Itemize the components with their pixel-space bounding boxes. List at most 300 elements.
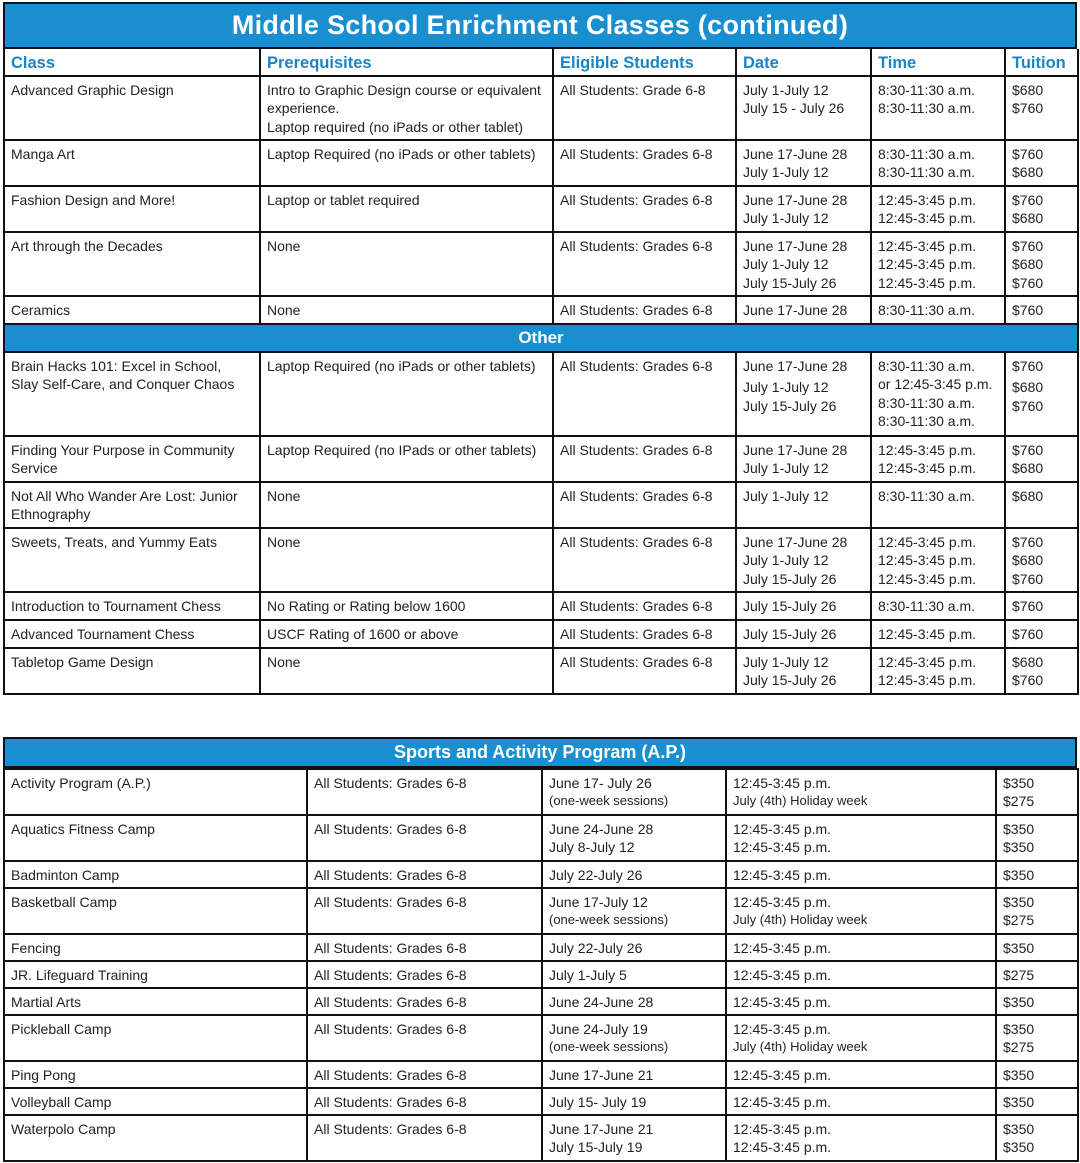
class-name-line: Tabletop Game Design — [11, 654, 154, 670]
eligible-students: All Students: Grades 6-8 — [307, 1061, 542, 1088]
tuition-line: $680 — [1012, 654, 1044, 670]
eligible-students: All Students: Grades 6-8 — [553, 620, 736, 648]
dates — [736, 648, 871, 694]
program-name: Aquatics Fitness Camp — [4, 815, 307, 861]
times-line: 12:45-3:45 p.m. — [878, 192, 977, 208]
dates — [542, 815, 726, 861]
class-row — [4, 352, 1078, 436]
header-class: Class — [4, 49, 260, 76]
tuition — [1005, 648, 1078, 694]
times — [871, 352, 1005, 436]
dates-line: July 15-July 26 — [743, 397, 837, 414]
dates-line: July 1-July 12 — [743, 379, 829, 396]
dates-line: June 17-June 28 — [743, 146, 848, 162]
sports-row — [4, 815, 1078, 861]
prerequisites — [260, 232, 553, 296]
dates-line: July 1-July 12 — [743, 552, 829, 569]
header-date: Date — [736, 49, 871, 76]
dates — [542, 1015, 726, 1061]
dates-line: June 17-June 28 — [743, 442, 848, 458]
tuition — [996, 1088, 1078, 1115]
program-name: Fencing — [4, 934, 307, 961]
tuition — [996, 934, 1078, 961]
tuition-line: $760 — [1012, 274, 1044, 291]
dates — [542, 1115, 726, 1161]
dates-line: (one-week sessions) — [549, 912, 669, 928]
sports-row — [4, 988, 1078, 1015]
eligible-students: All Students: Grades 6-8 — [307, 1015, 542, 1061]
prerequisites — [260, 140, 553, 186]
class-row — [4, 76, 1078, 140]
prerequisites-line: experience. — [267, 100, 340, 117]
tuition — [996, 961, 1078, 988]
prerequisites-line: No Rating or Rating below 1600 — [267, 598, 466, 614]
prerequisites-line: Laptop Required (no IPads or other tablets) — [267, 442, 537, 458]
tuition-line: $350 — [1003, 940, 1035, 956]
header-prerequisites: Prerequisites — [260, 49, 553, 76]
enrichment-title: Middle School Enrichment Classes (continued) — [3, 2, 1077, 49]
class-row — [4, 436, 1078, 482]
class-name — [4, 352, 260, 436]
class-name-line: Finding Your Purpose in Community — [11, 442, 235, 458]
sports-row — [4, 888, 1078, 934]
eligible-students: All Students: Grades 6-8 — [307, 888, 542, 934]
tuition-line: $760 — [1012, 358, 1044, 374]
tuition-line: $350 — [1003, 894, 1035, 910]
tuition-line: $350 — [1003, 994, 1035, 1010]
class-name-line: Introduction to Tournament Chess — [11, 598, 221, 614]
times-line: 12:45-3:45 p.m. — [733, 1139, 832, 1156]
times — [726, 1015, 996, 1061]
tuition-line: $680 — [1012, 164, 1044, 181]
eligible-students: All Students: Grades 6-8 — [553, 296, 736, 324]
tuition-line: $680 — [1012, 460, 1044, 477]
tuition-line: $275 — [1003, 1039, 1035, 1056]
dates-line: July 1-July 12 — [743, 256, 829, 273]
times-line: 12:45-3:45 p.m. — [878, 210, 977, 227]
tuition — [1005, 140, 1078, 186]
tuition-line: $350 — [1003, 1121, 1035, 1137]
tuition — [1005, 352, 1078, 436]
enrichment-table — [3, 49, 1079, 695]
eligible-students: All Students: Grades 6-8 — [307, 934, 542, 961]
dates-line: June 17-June 21 — [549, 1067, 654, 1083]
class-name — [4, 648, 260, 694]
tuition-line: $760 — [1012, 626, 1044, 642]
sports-table — [3, 768, 1079, 1162]
dates-line: July 15-July 19 — [549, 1139, 643, 1156]
dates-line: July 1-July 12 — [743, 488, 829, 504]
dates-line: June 17-July 12 — [549, 894, 648, 910]
dates — [736, 76, 871, 140]
times — [871, 620, 1005, 648]
program-name: Pickleball Camp — [4, 1015, 307, 1061]
dates — [542, 1061, 726, 1088]
sports-row — [4, 1088, 1078, 1115]
times-line: 12:45-3:45 p.m. — [878, 274, 977, 291]
tuition — [996, 769, 1078, 815]
tuition-line: $275 — [1003, 793, 1035, 810]
class-name: Advanced Graphic Design — [4, 76, 260, 140]
other-section-label: Other — [4, 324, 1078, 352]
tuition-line: $350 — [1003, 867, 1035, 883]
tuition-line: $350 — [1003, 1021, 1035, 1037]
tuition — [1005, 482, 1078, 528]
times-line: 8:30-11:30 a.m. — [878, 164, 976, 181]
eligible-students: All Students: Grades 6-8 — [307, 988, 542, 1015]
times-line: 12:45-3:45 p.m. — [878, 534, 977, 550]
enrichment-header-row — [4, 49, 1078, 76]
eligible-students: All Students: Grades 6-8 — [553, 232, 736, 296]
dates-line: July 15 - July 26 — [743, 100, 845, 117]
dates — [542, 769, 726, 815]
dates — [736, 232, 871, 296]
tuition-line: $760 — [1012, 570, 1044, 587]
eligible-students: All Students: Grades 6-8 — [307, 1115, 542, 1161]
eligible-students: All Students: Grades 6-8 — [553, 482, 736, 528]
times-line: 12:45-3:45 p.m. — [878, 256, 977, 273]
tuition — [996, 1115, 1078, 1161]
prerequisites-line: None — [267, 302, 301, 318]
dates — [542, 988, 726, 1015]
times-line: 12:45-3:45 p.m. — [733, 1094, 832, 1110]
times-line: July (4th) Holiday week — [733, 793, 868, 809]
class-row — [4, 620, 1078, 648]
sports-row — [4, 1061, 1078, 1088]
prerequisites — [260, 76, 553, 140]
eligible-students: All Students: Grades 6-8 — [553, 648, 736, 694]
sports-row — [4, 861, 1078, 888]
times-line: 12:45-3:45 p.m. — [878, 570, 977, 587]
class-name-line: Service — [11, 460, 58, 477]
tuition-line: $350 — [1003, 1139, 1035, 1156]
dates-line: July 1-July 5 — [549, 967, 627, 983]
times — [726, 988, 996, 1015]
tuition-line: $760 — [1012, 534, 1044, 550]
dates-line: July 1-July 12 — [743, 82, 829, 98]
times-line: 8:30-11:30 a.m. — [878, 302, 976, 318]
sports-row — [4, 1015, 1078, 1061]
tuition-line: $680 — [1012, 379, 1044, 396]
times-line: 12:45-3:45 p.m. — [878, 442, 977, 458]
times-line: 12:45-3:45 p.m. — [733, 775, 832, 791]
tuition-line: $350 — [1003, 821, 1035, 837]
tuition-line: $680 — [1012, 256, 1044, 273]
eligible-students: All Students: Grades 6-8 — [553, 436, 736, 482]
header-tuition: Tuition — [1005, 49, 1078, 76]
eligible-students: All Students: Grades 6-8 — [307, 769, 542, 815]
class-name-line: Sweets, Treats, and Yummy Eats — [11, 534, 217, 550]
tuition — [996, 861, 1078, 888]
dates-line: July 15-July 26 — [743, 274, 837, 291]
eligible-students: All Students: Grades 6-8 — [307, 861, 542, 888]
dates-line: June 24-June 28 — [549, 821, 654, 837]
times — [726, 1088, 996, 1115]
times — [871, 592, 1005, 620]
tuition — [996, 815, 1078, 861]
dates-line: June 17-June 28 — [743, 534, 848, 550]
prerequisites — [260, 482, 553, 528]
times — [871, 140, 1005, 186]
times-line: 12:45-3:45 p.m. — [878, 626, 977, 642]
dates-line: June 17-June 28 — [743, 238, 848, 254]
dates — [542, 861, 726, 888]
dates-line: July 15-July 26 — [743, 570, 837, 587]
tuition-line: $275 — [1003, 967, 1035, 983]
tuition — [996, 1015, 1078, 1061]
sports-title: Sports and Activity Program (A.P.) — [3, 737, 1077, 768]
tuition-line: $680 — [1012, 210, 1044, 227]
dates-line: July 15-July 26 — [743, 672, 837, 689]
times-line: July (4th) Holiday week — [733, 1039, 868, 1055]
tuition-line: $350 — [1003, 839, 1035, 856]
prerequisites — [260, 186, 553, 232]
prerequisites-line: Laptop required (no iPads or other tablet) — [267, 118, 524, 135]
prerequisites — [260, 592, 553, 620]
prerequisites-line: Laptop Required (no iPads or other tablets) — [267, 146, 536, 162]
times — [726, 815, 996, 861]
eligible-students: All Students: Grades 6-8 — [553, 352, 736, 436]
tuition-line: $680 — [1012, 552, 1044, 569]
times-line: 8:30-11:30 a.m. — [878, 488, 976, 504]
dates — [736, 140, 871, 186]
dates — [736, 620, 871, 648]
prerequisites — [260, 352, 553, 436]
dates-line: June 24-July 19 — [549, 1021, 648, 1037]
dates — [542, 888, 726, 934]
dates-line: June 17-June 28 — [743, 358, 848, 374]
class-row — [4, 528, 1078, 592]
dates — [542, 934, 726, 961]
prerequisites — [260, 528, 553, 592]
dates-line: July 15-July 26 — [743, 598, 837, 614]
class-name: Manga Art — [4, 140, 260, 186]
times-line: 12:45-3:45 p.m. — [733, 940, 832, 956]
dates — [736, 436, 871, 482]
class-name-line: Brain Hacks 101: Excel in School, — [11, 358, 222, 374]
enrichment-classes-section — [3, 2, 1077, 695]
times — [726, 1115, 996, 1161]
tuition-line: $680 — [1012, 488, 1044, 504]
prerequisites — [260, 620, 553, 648]
times — [726, 934, 996, 961]
tuition — [996, 988, 1078, 1015]
eligible-students: All Students: Grades 6-8 — [307, 1088, 542, 1115]
times-line: 12:45-3:45 p.m. — [878, 672, 977, 689]
dates-line: July 15- July 19 — [549, 1094, 647, 1110]
times — [871, 232, 1005, 296]
prerequisites-line: None — [267, 534, 301, 550]
eligible-students: All Students: Grades 6-8 — [307, 961, 542, 988]
prerequisites-line: None — [267, 238, 301, 254]
tuition — [1005, 592, 1078, 620]
tuition-line: $350 — [1003, 775, 1035, 791]
dates-line: June 24-June 28 — [549, 994, 654, 1010]
prerequisites-line: Laptop Required (no iPads or other tablets) — [267, 358, 536, 374]
times-line: 12:45-3:45 p.m. — [878, 552, 977, 569]
dates-line: July 1-July 12 — [743, 210, 829, 227]
dates-line: June 17-June 21 — [549, 1121, 654, 1137]
header-time: Time — [871, 49, 1005, 76]
times-line: 12:45-3:45 p.m. — [878, 460, 977, 477]
tuition-line: $275 — [1003, 912, 1035, 929]
tuition-line: $760 — [1012, 192, 1044, 208]
dates — [736, 352, 871, 436]
times-line: 12:45-3:45 p.m. — [733, 839, 832, 856]
class-name — [4, 482, 260, 528]
times-line: 12:45-3:45 p.m. — [878, 238, 977, 254]
tuition-line: $760 — [1012, 100, 1044, 117]
times-line: 8:30-11:30 a.m. — [878, 394, 976, 411]
times-line: 8:30-11:30 a.m. — [878, 413, 976, 430]
sports-row — [4, 1115, 1078, 1161]
eligible-students: All Students: Grades 6-8 — [553, 528, 736, 592]
tuition — [996, 888, 1078, 934]
tuition-line: $760 — [1012, 442, 1044, 458]
eligible-students: All Students: Grades 6-8 — [307, 815, 542, 861]
eligible-students: All Students: Grades 6-8 — [553, 140, 736, 186]
class-row — [4, 186, 1078, 232]
sports-row — [4, 769, 1078, 815]
program-name: JR. Lifeguard Training — [4, 961, 307, 988]
times — [871, 76, 1005, 140]
dates — [542, 961, 726, 988]
class-row — [4, 482, 1078, 528]
eligible-students: All Students: Grades 6-8 — [553, 592, 736, 620]
times-line: 8:30-11:30 a.m. — [878, 146, 976, 162]
dates-line: July 1-July 12 — [743, 654, 829, 670]
dates-line: July 15-July 26 — [743, 626, 837, 642]
prerequisites-line: None — [267, 488, 301, 504]
tuition-line: $760 — [1012, 238, 1044, 254]
tuition-line: $350 — [1003, 1094, 1035, 1110]
dates-line: June 17-June 28 — [743, 192, 848, 208]
class-name — [4, 620, 260, 648]
dates-line: (one-week sessions) — [549, 1039, 669, 1055]
class-row — [4, 296, 1078, 324]
dates — [736, 296, 871, 324]
dates — [542, 1088, 726, 1115]
class-row — [4, 592, 1078, 620]
tuition-line: $350 — [1003, 1067, 1035, 1083]
tuition-line: $760 — [1012, 302, 1044, 318]
class-row — [4, 140, 1078, 186]
prerequisites-line: Intro to Graphic Design course or equivalent — [267, 82, 541, 98]
dates — [736, 186, 871, 232]
program-name: Martial Arts — [4, 988, 307, 1015]
program-name: Volleyball Camp — [4, 1088, 307, 1115]
tuition — [1005, 620, 1078, 648]
program-name: Badminton Camp — [4, 861, 307, 888]
class-name-line: Slay Self-Care, and Conquer Chaos — [11, 376, 235, 393]
dates-line: June 17-June 28 — [743, 302, 848, 318]
times — [871, 648, 1005, 694]
dates-line: June 17- July 26 — [549, 775, 652, 791]
class-name: Fashion Design and More! — [4, 186, 260, 232]
tuition-line: $760 — [1012, 397, 1044, 414]
times — [726, 961, 996, 988]
header-eligible-students: Eligible Students — [553, 49, 736, 76]
times-line: 8:30-11:30 a.m. — [878, 358, 976, 374]
tuition — [1005, 76, 1078, 140]
times-line: 12:45-3:45 p.m. — [733, 867, 832, 883]
class-name — [4, 436, 260, 482]
dates-line: (one-week sessions) — [549, 793, 669, 809]
class-name — [4, 528, 260, 592]
times-line: 12:45-3:45 p.m. — [878, 654, 977, 670]
class-row — [4, 648, 1078, 694]
prerequisites — [260, 436, 553, 482]
times-line: July (4th) Holiday week — [733, 912, 868, 928]
tuition — [1005, 296, 1078, 324]
other-section-row — [4, 324, 1078, 352]
times-line: 12:45-3:45 p.m. — [733, 994, 832, 1010]
times — [871, 528, 1005, 592]
prerequisites — [260, 296, 553, 324]
times-line: 12:45-3:45 p.m. — [733, 821, 832, 837]
tuition — [996, 1061, 1078, 1088]
tuition-line: $680 — [1012, 82, 1044, 98]
dates — [736, 592, 871, 620]
times-line: or 12:45-3:45 p.m. — [878, 376, 993, 393]
program-name: Activity Program (A.P.) — [4, 769, 307, 815]
dates-line: July 22-July 26 — [549, 867, 643, 883]
tuition — [1005, 186, 1078, 232]
class-name-line: Advanced Tournament Chess — [11, 626, 195, 642]
class-name-line: Ethnography — [11, 506, 91, 523]
times-line: 8:30-11:30 a.m. — [878, 598, 976, 614]
times-line: 12:45-3:45 p.m. — [733, 894, 832, 910]
tuition-line: $760 — [1012, 146, 1044, 162]
tuition-line: $760 — [1012, 672, 1044, 689]
tuition — [1005, 528, 1078, 592]
class-row — [4, 232, 1078, 296]
times — [871, 482, 1005, 528]
times-line: 8:30-11:30 a.m. — [878, 82, 976, 98]
times-line: 12:45-3:45 p.m. — [733, 967, 832, 983]
class-name-line: Not All Who Wander Are Lost: Junior — [11, 488, 238, 504]
times — [726, 1061, 996, 1088]
times-line: 12:45-3:45 p.m. — [733, 1021, 832, 1037]
prerequisites-line: Laptop or tablet required — [267, 192, 420, 208]
class-name: Ceramics — [4, 296, 260, 324]
tuition-line: $760 — [1012, 598, 1044, 614]
times — [871, 186, 1005, 232]
sports-row — [4, 961, 1078, 988]
times — [726, 888, 996, 934]
dates — [736, 528, 871, 592]
tuition — [1005, 436, 1078, 482]
dates-line: July 22-July 26 — [549, 940, 643, 956]
program-name: Basketball Camp — [4, 888, 307, 934]
eligible-students: All Students: Grade 6-8 — [553, 76, 736, 140]
prerequisites-line: USCF Rating of 1600 or above — [267, 626, 459, 642]
times-line: 12:45-3:45 p.m. — [733, 1067, 832, 1083]
program-name: Waterpolo Camp — [4, 1115, 307, 1161]
sports-program-section — [3, 737, 1077, 1162]
times — [871, 436, 1005, 482]
times-line: 8:30-11:30 a.m. — [878, 100, 976, 117]
eligible-students: All Students: Grades 6-8 — [553, 186, 736, 232]
tuition — [1005, 232, 1078, 296]
dates-line: July 1-July 12 — [743, 164, 829, 181]
prerequisites-line: None — [267, 654, 301, 670]
class-name — [4, 592, 260, 620]
times — [871, 296, 1005, 324]
program-name: Ping Pong — [4, 1061, 307, 1088]
dates — [736, 482, 871, 528]
times — [726, 861, 996, 888]
